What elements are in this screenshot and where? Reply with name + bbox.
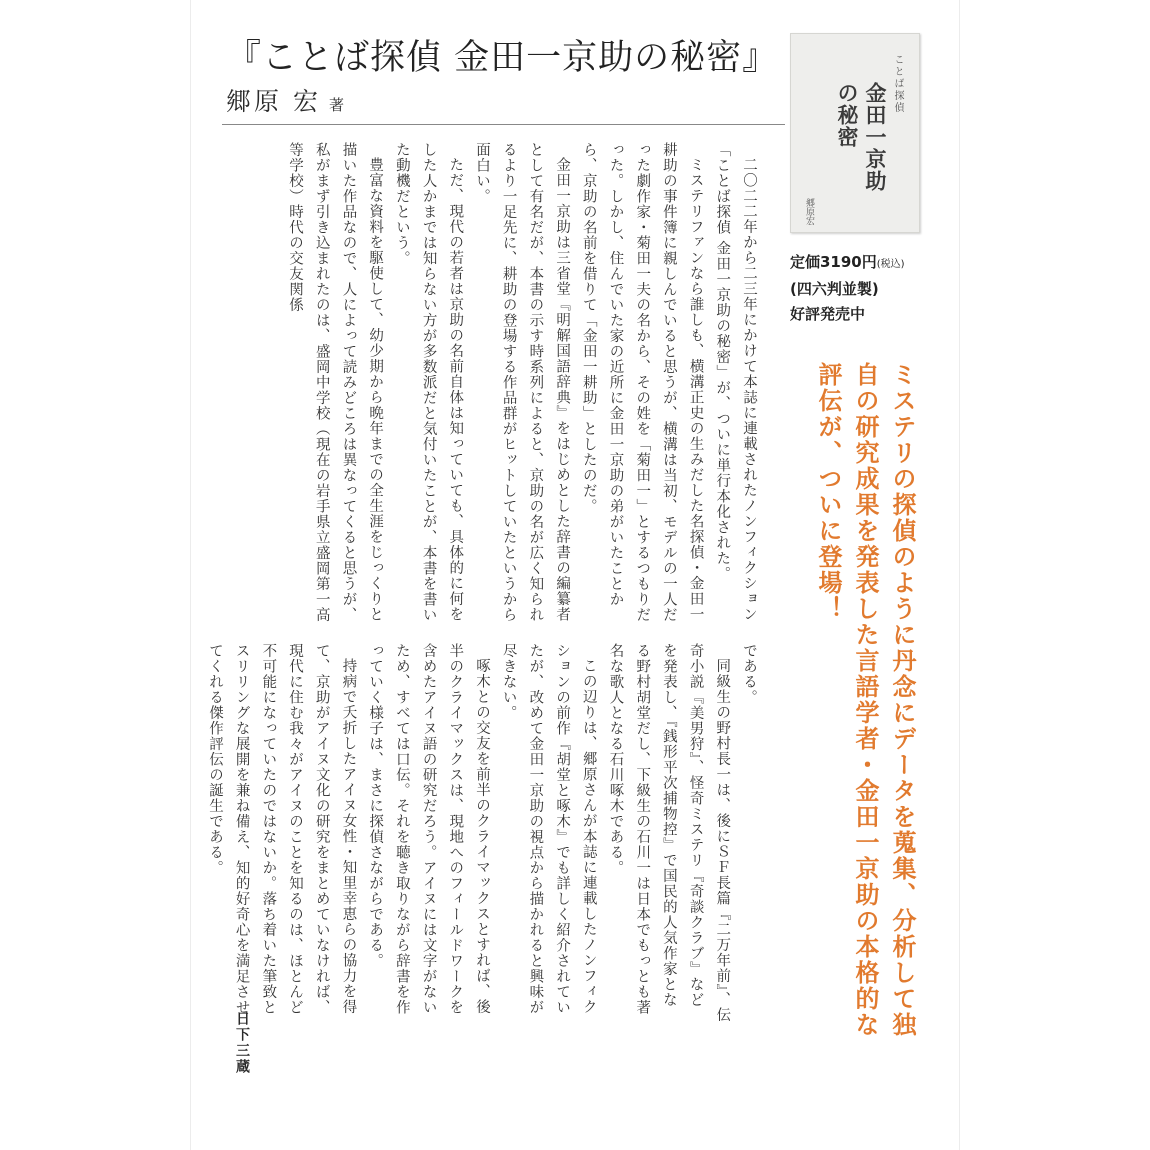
book-cover[interactable]: [790, 33, 920, 233]
paragraph: 金田一京助は三省堂『明解国語辞典』をはじめとした辞書の編纂者として有名だが、本書の示す時系列によると、京助の名が広く知られるより一足先に、耕助の登場する作品群がヒットしていたというから面白い。: [473, 142, 571, 623]
author-suffix: 著: [328, 96, 344, 114]
price-block: [790, 250, 905, 327]
paragraph: 持病で夭折したアイヌ女性・知里幸恵らの協力を得て、京助がアイヌ文化の研究をまとめていなければ、現代に住む我々がアイヌのことを知るのは、ほとんど不可能になっていたのではないか。落ち着いた筆致とスリリングな展開を兼ね備え、知的好奇心を満足させてくれる傑作評伝の誕生である。: [206, 643, 357, 1015]
paragraph: 啄木との交友を前半のクライマックスとすれば、後半のクライマックスは、現地へのフィールドワークを含めたアイヌ語の研究だろう。アイヌには文字がないため、すべては口伝。それを聴き取りながら辞書を作っていく様子は、まさに探偵さながらである。: [367, 643, 490, 1015]
paragraph: である。: [741, 643, 757, 705]
paragraph: 同級生の野村長一は、後にＳＦ長篇『二万年前』、伝奇小説『美男狩』、怪奇ミステリ『奇談クラブ』などを発表し、『銭形平次捕物控』で国民的人気作家となる野村胡堂だし、下級生の石川一は日本でもっとも著名な歌人となる石川啄木である。: [607, 643, 731, 1023]
availability-line: 好評発売中: [790, 305, 866, 323]
author-name: 郷原 宏: [226, 87, 321, 116]
price: 定価3190円: [790, 253, 877, 271]
author-line: [226, 82, 344, 118]
cover-author: 郷原宏: [804, 198, 814, 225]
price-line: [790, 250, 905, 277]
paragraph: この辺りは、郷原さんが本誌に連載したノンフィクションの前作『胡堂と啄木』でも詳しく紹介されていたが、改めて金田一京助の視点から描かれると興味が尽きない。: [500, 643, 597, 1015]
paragraph: 二〇二二年から二三年にかけて本誌に連載されたノンフィクション「ことば探偵 金田一京助の秘密」が、ついに単行本化された。: [714, 142, 757, 622]
reviewer-signature: 日下三蔵: [234, 1011, 250, 1075]
cover-series: ことば探偵: [892, 54, 903, 114]
catchcopy: ミステリの探偵のように丹念にデータを蒐集、分析して独自の研究成果を発表した言語学者・金田一京助の本格的な評伝が、ついに登場！: [814, 362, 916, 1038]
paragraph: ミステリファンなら誰しも、横溝正史の生みだした名探偵・金田一耕助の事件簿に親しんでいると思うが、横溝は当初、モデルの一人だった劇作家・菊田一夫の名から、その姓を「菊田一」とするつもりだった。しかし、住んでいた家の近所に金田一京助の弟がいたことから、京助の名前を借りて「金田一耕助」としたのだ。: [580, 142, 704, 623]
cover-title: 金田一京助の秘密: [835, 82, 888, 192]
book-title: 『ことば探偵 金田一京助の秘密』: [226, 38, 779, 78]
format-line: (四六判並製): [790, 280, 879, 298]
header-divider: [222, 124, 785, 125]
paragraph: 豊富な資料を駆使して、幼少期から晩年までの全生涯をじっくりと描いた作品なので、人によって読みどころは異なってくると思うが、私がまず引き込まれたのは、盛岡中学校（現在の岩手県立盛岡第一高等学校）時代の交友関係: [287, 142, 384, 623]
review-text-upper: [222, 142, 762, 632]
review-text-lower: [206, 643, 762, 1023]
paragraph: ただ、現代の若者は京助の名前自体は知っていても、具体的に何をした人かまでは知らない方が多数派だと気付いたことが、本書を書いた動機だという。: [393, 142, 464, 623]
tax-note: (税込): [876, 259, 905, 270]
